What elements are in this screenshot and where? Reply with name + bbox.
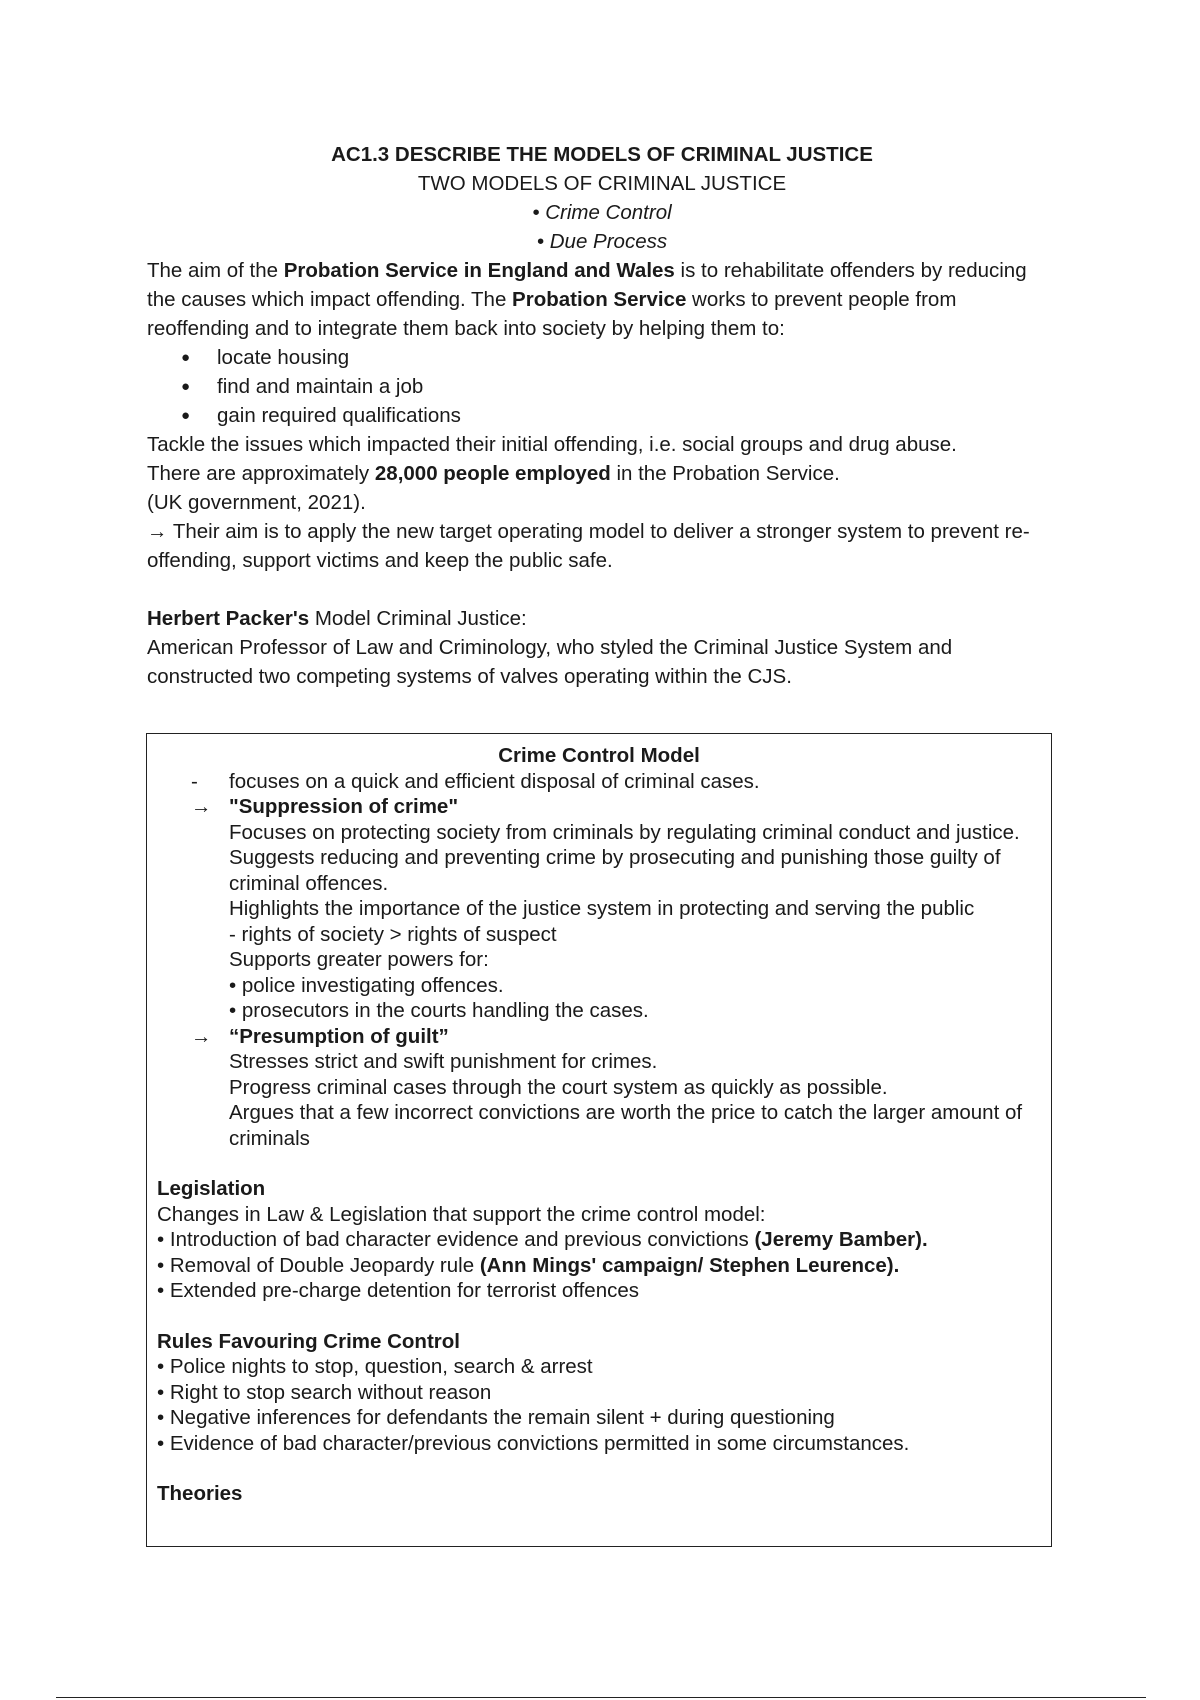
rules-item: • Right to stop search without reason [157, 1380, 492, 1404]
presumption-heading-row [157, 1024, 1041, 1050]
footer-divider [56, 1697, 1146, 1698]
list-item: ● find and maintain a job [217, 372, 1057, 401]
page-title: AC1.3 DESCRIBE THE MODELS OF CRIMINAL JUSTICE [331, 143, 873, 166]
arrow-icon: → [191, 1024, 212, 1048]
legislation-section [157, 1176, 1041, 1304]
presumption-heading: “Presumption of guilt” [229, 1024, 449, 1048]
detail-line: • police investigating offences. [229, 973, 504, 997]
detail-line: Stresses strict and swift punishment for crimes. [229, 1050, 658, 1073]
suppression-heading-row [157, 794, 1041, 820]
legislation-heading: Legislation [157, 1177, 266, 1200]
model-due-process: • Due Process [536, 230, 668, 253]
rules-item: • Evidence of bad character/previous convictions permitted in some circumstances. [157, 1431, 910, 1455]
detail-line: Highlights the importance of the justice system in protecting and serving the public [229, 897, 975, 920]
suppression-details [157, 820, 1041, 1024]
detail-line: Argues that a few incorrect convictions are worth the price to catch the larger amount of criminals [229, 1101, 1023, 1150]
legislation-item: • Extended pre-charge detention for terrorist offences [157, 1279, 639, 1302]
arrow-icon: → [191, 795, 212, 818]
box-intro-text: focuses on a quick and efficient disposal of criminal cases. [229, 769, 760, 793]
rules-item: • Negative inferences for defendants the remain silent + during questioning [157, 1406, 835, 1429]
document-body [147, 140, 1057, 691]
rules-item: • Police nights to stop, question, search & arrest [157, 1355, 593, 1378]
aim-text: → Their aim is to apply the new target operating model to deliver a stronger system to prevent re-offending, support victims and keep the public safe. [147, 520, 1030, 572]
suppression-heading: "Suppression of crime" [229, 795, 459, 818]
packer-heading: Herbert Packer's Model Criminal Justice: [147, 607, 527, 630]
page-subtitle: TWO MODELS OF CRIMINAL JUSTICE [417, 172, 787, 195]
detail-line: Supports greater powers for: [229, 948, 489, 971]
crime-control-box [146, 733, 1052, 1547]
box-intro-row [157, 769, 1041, 795]
legislation-item: • Removal of Double Jeopardy rule (Ann Mings' campaign/ Stephen Leurence). [157, 1253, 900, 1277]
legislation-intro: Changes in Law & Legislation that support the crime control model: [157, 1202, 766, 1226]
rules-heading: Rules Favouring Crime Control [157, 1329, 460, 1353]
list-item: ● locate housing [217, 343, 1057, 372]
detail-line: - rights of society > rights of suspect [229, 922, 557, 946]
box-title: Crime Control Model [498, 744, 700, 767]
legislation-item: • Introduction of bad character evidence and previous convictions (Jeremy Bamber). [157, 1228, 928, 1251]
list-item: ● gain required qualifications [217, 401, 1057, 430]
dash-marker: - [191, 769, 198, 793]
theories-heading: Theories [157, 1482, 243, 1505]
model-crime-control: • Crime Control [532, 201, 672, 224]
presumption-details [157, 1049, 1041, 1151]
intro-paragraph: The aim of the Probation Service in England and Wales is to rehabilitate offenders by reducing the causes which impact offending. The Probation Service works to prevent people from reoffending and to integrate them back into society by helping them to: [147, 259, 1027, 340]
detail-line: • prosecutors in the courts handling the cases. [229, 999, 649, 1022]
detail-line: Progress criminal cases through the court system as quickly as possible. [229, 1075, 888, 1099]
packer-description: American Professor of Law and Criminology, who styled the Criminal Justice System and constructed two competing systems of valves operating within the CJS. [147, 636, 953, 688]
tackle-issues-text: Tackle the issues which impacted their initial offending, i.e. social groups and drug abuse. [147, 433, 957, 456]
detail-line: Suggests reducing and preventing crime by prosecuting and punishing those guilty of criminal offences. [229, 846, 1001, 895]
employees-text: There are approximately 28,000 people employed in the Probation Service. [147, 462, 840, 485]
rules-section [157, 1329, 1041, 1457]
citation: (UK government, 2021). [147, 491, 366, 514]
help-list [147, 343, 1057, 430]
detail-line: Focuses on protecting society from criminals by regulating criminal conduct and justice. [229, 820, 1020, 844]
